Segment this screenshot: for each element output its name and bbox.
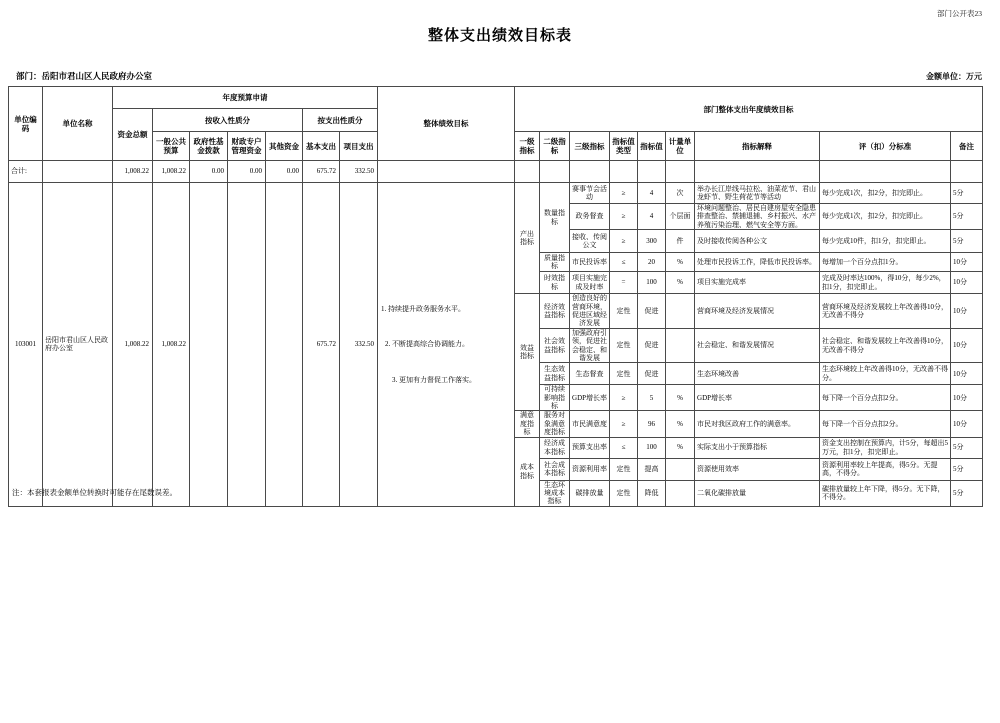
level2-cell: 生态效益指标 [540, 363, 570, 385]
value-cell: 20 [638, 253, 666, 272]
value-type-cell: ≥ [610, 230, 638, 253]
col-header-unit-name: 单位名称 [43, 87, 113, 161]
remark-cell: 10分 [951, 294, 983, 329]
level2-cell: 社会成本指标 [540, 458, 570, 480]
value-cell: 4 [638, 204, 666, 230]
explanation-cell: 及时接收传阅各种公文 [695, 230, 820, 253]
scoring-cell: 每少完成1次，扣2分，扣完即止。 [820, 204, 951, 230]
col-header-by-income-nature: 按收入性质分 [153, 109, 303, 132]
col-header-dept-annual-target: 部门整体支出年度绩效目标 [515, 87, 983, 132]
department-label: 部门：岳阳市君山区人民政府办公室 [16, 71, 153, 81]
col-header-project-expenditure: 项目支出 [340, 132, 378, 161]
remark-cell: 5分 [951, 183, 983, 204]
value-type-cell: 定性 [610, 458, 638, 480]
value-type-cell: ≥ [610, 385, 638, 411]
scoring-cell: 碳排放量较上年下降，得5分。无下降，不得分。 [820, 480, 951, 506]
value-type-cell: ≥ [610, 204, 638, 230]
unit-cell [666, 363, 695, 385]
empty-cell [666, 161, 695, 183]
level3-cell: 项目实施完成及时率 [570, 272, 610, 294]
explanation-cell: 处理市民投诉工作，降低市民投诉率。 [695, 253, 820, 272]
level1-cell: 满意度指标 [515, 411, 540, 437]
level3-cell: 赛事节会活动 [570, 183, 610, 204]
empty-cell [951, 161, 983, 183]
level3-cell: 市民满意度 [570, 411, 610, 437]
level2-cell: 时效指标 [540, 272, 570, 294]
col-header-level2: 二级指标 [540, 132, 570, 161]
total-gov-fund-value: 0.00 [190, 161, 228, 183]
value-type-cell: = [610, 272, 638, 294]
scoring-cell: 每下降一个百分点扣2分。 [820, 385, 951, 411]
level2-cell: 社会效益指标 [540, 328, 570, 363]
total-basic-expenditure-value: 675.72 [303, 161, 340, 183]
level3-cell: 创造良好的营商环境，促进区域经济发展 [570, 294, 610, 329]
unit-general-public-cell: 1,008.22 [153, 183, 190, 507]
remark-cell: 5分 [951, 458, 983, 480]
unit-cell: % [666, 411, 695, 437]
level3-cell: 市民投诉率 [570, 253, 610, 272]
explanation-cell: 环境问题整治、居民自建房屋安全隐患排查整治、禁捕退捕、乡村振兴、水产养殖污染治理、燃气安全等方面。 [695, 204, 820, 230]
explanation-cell: 资源使用效率 [695, 458, 820, 480]
unit-cell: 件 [666, 230, 695, 253]
value-type-cell: ≥ [610, 183, 638, 204]
total-project-expenditure-value: 332.50 [340, 161, 378, 183]
goal-item: 2. 不断提高综合协调能力。 [385, 340, 470, 349]
remark-cell: 10分 [951, 272, 983, 294]
performance-target-table [8, 86, 983, 507]
header-row-1 [9, 87, 983, 109]
remark-cell: 10分 [951, 411, 983, 437]
value-type-cell: 定性 [610, 480, 638, 506]
col-header-value: 指标值 [638, 132, 666, 161]
col-header-basic-expenditure: 基本支出 [303, 132, 340, 161]
unit-cell: % [666, 253, 695, 272]
scoring-cell: 每少完成1次，扣2分，扣完即止。 [820, 183, 951, 204]
value-cell: 5 [638, 385, 666, 411]
level1-cell: 产出指标 [515, 183, 540, 294]
col-header-general-public-budget: 一般公共预算 [153, 132, 190, 161]
empty-cell [610, 161, 638, 183]
value-type-cell: ≤ [610, 253, 638, 272]
col-header-gov-fund-grant: 政府性基金拨款 [190, 132, 228, 161]
scoring-cell: 每少完成10件，扣1分，扣完即止。 [820, 230, 951, 253]
level3-cell: 接收、传阅公文 [570, 230, 610, 253]
value-cell: 降低 [638, 480, 666, 506]
level2-cell: 质量指标 [540, 253, 570, 272]
goal-item: 3. 更加有力督促工作落实。 [392, 375, 477, 384]
empty-cell [515, 161, 540, 183]
form-number-label: 部门公开表23 [937, 9, 982, 18]
col-header-by-expenditure-nature: 按支出性质分 [303, 109, 378, 132]
remark-cell: 10分 [951, 385, 983, 411]
unit-cell [666, 480, 695, 506]
value-cell: 4 [638, 183, 666, 204]
col-header-explanation: 指标解释 [695, 132, 820, 161]
value-type-cell: 定性 [610, 363, 638, 385]
explanation-cell: 营商环境及经济发展情况 [695, 294, 820, 329]
empty-cell [540, 161, 570, 183]
goal-item: 1. 持续提升政务服务水平。 [381, 304, 466, 313]
total-fiscal-account-value: 0.00 [228, 161, 266, 183]
col-header-scoring: 评（扣）分标准 [820, 132, 951, 161]
remark-cell: 5分 [951, 480, 983, 506]
unit-gov-fund-cell [190, 183, 228, 507]
remark-cell: 10分 [951, 363, 983, 385]
scoring-cell: 资源利用率较上年提高，得5分。无提高，不得分。 [820, 458, 951, 480]
value-cell: 促进 [638, 294, 666, 329]
unit-cell [666, 458, 695, 480]
col-header-total-funds: 资金总额 [113, 109, 153, 161]
value-type-cell: 定性 [610, 328, 638, 363]
remark-cell: 5分 [951, 437, 983, 458]
col-header-level1: 一级指标 [515, 132, 540, 161]
col-header-measure-unit: 计量单位 [666, 132, 695, 161]
col-header-other-funds: 其他资金 [266, 132, 303, 161]
overall-goals-cell [378, 183, 515, 507]
remark-cell: 10分 [951, 253, 983, 272]
value-cell: 提高 [638, 458, 666, 480]
remark-cell: 5分 [951, 230, 983, 253]
col-header-value-type: 指标值类型 [610, 132, 638, 161]
total-funds-value: 1,008.22 [113, 161, 153, 183]
level1-cell: 成本指标 [515, 437, 540, 506]
level3-cell: GDP增长率 [570, 385, 610, 411]
value-type-cell: ≤ [610, 437, 638, 458]
level2-cell: 经济成本指标 [540, 437, 570, 458]
col-header-annual-budget-request: 年度预算申请 [113, 87, 378, 109]
remark-cell: 10分 [951, 328, 983, 363]
col-header-remark: 备注 [951, 132, 983, 161]
explanation-cell: GDP增长率 [695, 385, 820, 411]
unit-name-cell: 岳阳市君山区人民政府办公室 [43, 183, 113, 507]
total-row [9, 161, 983, 183]
total-general-public-value: 1,008.22 [153, 161, 190, 183]
scoring-cell: 资金支出控制在预算内，计5分，每超出5万元，扣1分，扣完即止。 [820, 437, 951, 458]
unit-project-expenditure-cell: 332.50 [340, 183, 378, 507]
goals-list [380, 305, 512, 384]
explanation-cell: 二氧化碳排放量 [695, 480, 820, 506]
unit-fiscal-account-cell [228, 183, 266, 507]
amount-unit-label: 金额单位：万元 [926, 72, 982, 81]
value-type-cell: ≥ [610, 411, 638, 437]
unit-cell: 个层面 [666, 204, 695, 230]
value-cell: 促进 [638, 328, 666, 363]
scoring-cell: 完成及时率达100%，得10分，每少2%，扣1分，扣完即止。 [820, 272, 951, 294]
explanation-cell: 实际支出小于预算指标 [695, 437, 820, 458]
scoring-cell: 每增加一个百分点扣1分。 [820, 253, 951, 272]
col-header-fiscal-special-account: 财政专户管理资金 [228, 132, 266, 161]
scoring-cell: 营商环境及经济发展较上年改善得10分，无改善不得分 [820, 294, 951, 329]
col-header-unit-code: 单位编码 [9, 87, 43, 161]
unit-total-funds-cell: 1,008.22 [113, 183, 153, 507]
unit-other-funds-cell [266, 183, 303, 507]
level3-cell: 碳排放量 [570, 480, 610, 506]
explanation-cell: 举办长江岸线马拉松、油菜花节、君山龙虾节、野生荷花节等活动 [695, 183, 820, 204]
value-type-cell: 定性 [610, 294, 638, 329]
level2-cell: 经济效益指标 [540, 294, 570, 329]
scoring-cell: 每下降一个百分点扣2分。 [820, 411, 951, 437]
level2-cell: 可持续影响指标 [540, 385, 570, 411]
explanation-cell: 市民对我区政府工作的满意率。 [695, 411, 820, 437]
empty-cell [378, 161, 515, 183]
empty-cell [638, 161, 666, 183]
unit-cell: % [666, 385, 695, 411]
value-cell: 100 [638, 437, 666, 458]
level1-cell: 效益指标 [515, 294, 540, 411]
value-cell: 300 [638, 230, 666, 253]
level3-cell: 资源利用率 [570, 458, 610, 480]
unit-cell [666, 294, 695, 329]
scoring-cell: 生态环境较上年改善得10分，无改善不得分。 [820, 363, 951, 385]
level3-cell: 生态督查 [570, 363, 610, 385]
explanation-cell: 社会稳定、和谐发展情况 [695, 328, 820, 363]
indicator-row [9, 183, 983, 204]
empty-cell [820, 161, 951, 183]
empty-cell [43, 161, 113, 183]
unit-cell: % [666, 437, 695, 458]
unit-cell [666, 328, 695, 363]
level2-cell: 服务对象满意度指标 [540, 411, 570, 437]
level2-cell: 生态环境成本指标 [540, 480, 570, 506]
level2-cell: 数量指标 [540, 183, 570, 253]
total-label: 合计: [9, 161, 43, 183]
level3-cell: 政务督查 [570, 204, 610, 230]
total-other-funds-value: 0.00 [266, 161, 303, 183]
unit-basic-expenditure-cell: 675.72 [303, 183, 340, 507]
empty-cell [570, 161, 610, 183]
unit-code-cell: 103001 [9, 183, 43, 507]
explanation-cell: 项目实施完成率 [695, 272, 820, 294]
col-header-level3: 三级指标 [570, 132, 610, 161]
empty-cell [695, 161, 820, 183]
unit-cell: 次 [666, 183, 695, 204]
scoring-cell: 社会稳定、和谐发展较上年改善得10分，无改善不得分 [820, 328, 951, 363]
page-title: 整体支出绩效目标表 [427, 28, 572, 44]
explanation-cell: 生态环境改善 [695, 363, 820, 385]
footnote: 注：本套报表金额单位转换时可能存在尾数误差。 [12, 488, 177, 497]
remark-cell: 5分 [951, 204, 983, 230]
col-header-overall-target: 整体绩效目标 [378, 87, 515, 161]
level3-cell: 加强政府引领，促进社会稳定、和谐发展 [570, 328, 610, 363]
value-cell: 96 [638, 411, 666, 437]
unit-cell: % [666, 272, 695, 294]
value-cell: 促进 [638, 363, 666, 385]
level3-cell: 预算支出率 [570, 437, 610, 458]
value-cell: 100 [638, 272, 666, 294]
